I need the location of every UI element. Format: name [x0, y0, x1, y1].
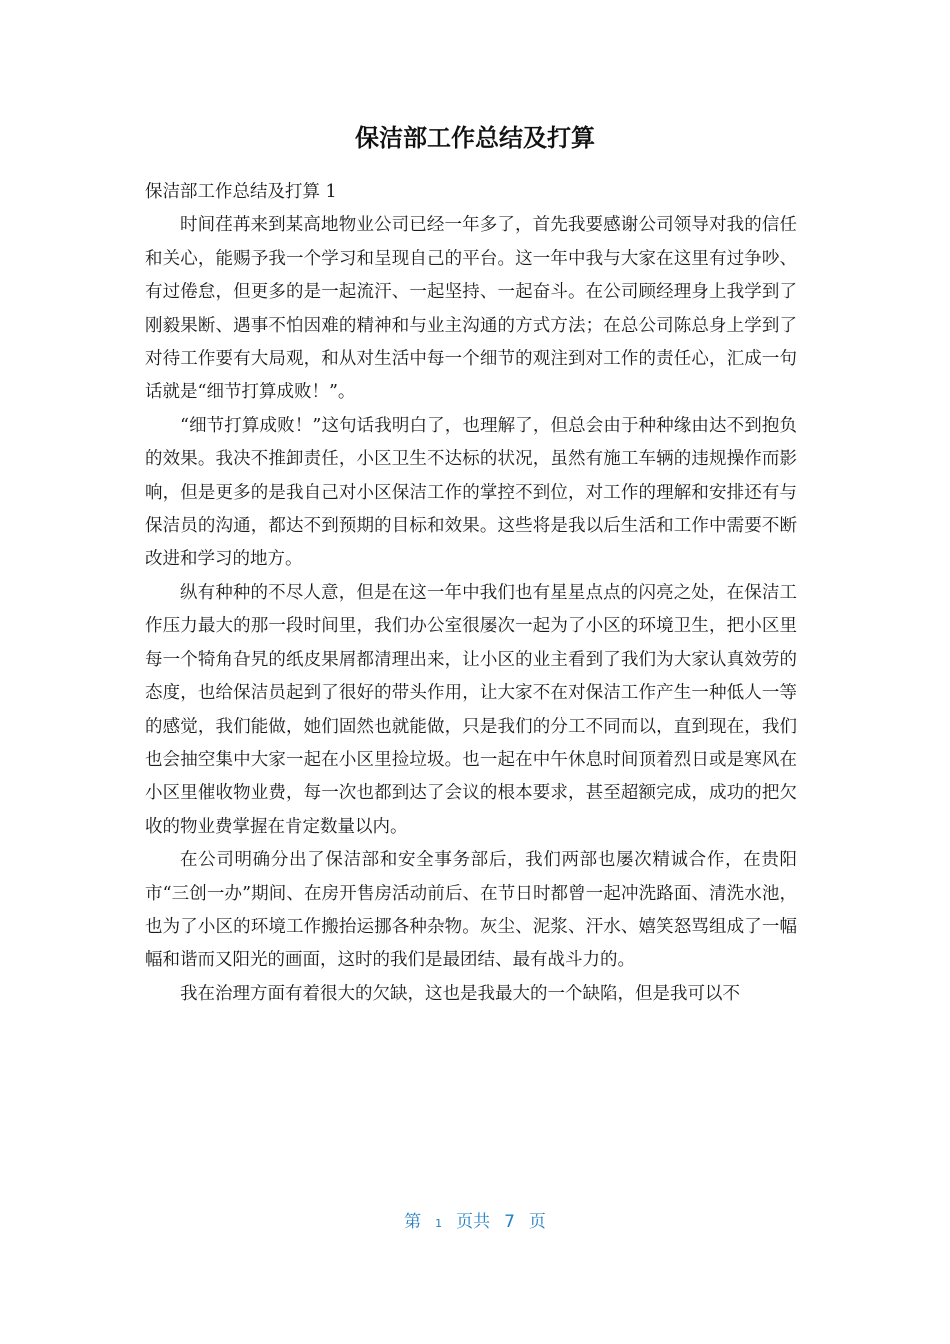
footer-current-page: 1 [435, 1217, 443, 1230]
footer-total-pages: 7 [504, 1212, 515, 1232]
footer-middle: 页共 [456, 1212, 491, 1232]
footer-suffix: 页 [528, 1212, 546, 1232]
paragraph-2: “细节打算成败！”这句话我明白了，也理解了，但总会由于种种缘由达不到抱负的效果。我决不推卸责任，小区卫生不达标的状况，虽然有施工车辆的违规操作而影响，但是更多的是我自己对小区保洁工作的掌控不到位，对工作的理解和安排还有与保洁员的沟通，都达不到预期的目标和效果。这些将是我以后生活和工作中需要不断改进和学习的地方。 [145, 415, 797, 570]
paragraph-4: 在公司明确分出了保洁部和安全事务部后，我们两部也屡次精诚合作，在贵阳市“三创一办”期间、在房开售房活动前后、在节日时都曾一起冲洗路面、清洗水池，也为了小区的环境工作搬抬运挪各种杂物。灰尘、泥浆、汗水、嬉笑怒骂组成了一幅幅和谐而又阳光的画面，这时的我们是最团结、最有战斗力的。 [145, 850, 797, 971]
footer-prefix: 第 [404, 1212, 422, 1232]
document-body [145, 176, 797, 1011]
paragraph-3: 纵有种种的不尽人意，但是在这一年中我们也有星星点点的闪亮之处，在保洁工作压力最大的那一段时间里，我们办公室很屡次一起为了小区的环境卫生，把小区里每一个犄角旮旯的纸皮果屑都清理出来，让小区的业主看到了我们为大家认真效劳的态度，也给保洁员起到了很好的带头作用，让大家不在对保洁工作产生一种低人一等的感觉，我们能做，她们固然也就能做，只是我们的分工不同而以，直到现在，我们也会抽空集中大家一起在小区里捡垃圾。也一起在中午休息时间顶着烈日或是寒风在小区里催收物业费，每一次也都到达了会议的根本要求，甚至超额完成，成功的把欠收的物业费掌握在肯定数量以内。 [145, 582, 797, 837]
page-footer [0, 1208, 950, 1238]
paragraph-5: 我在治理方面有着很大的欠缺，这也是我最大的一个缺陷，但是我可以不 [180, 983, 740, 1004]
section-subheading: 保洁部工作总结及打算 1 [145, 182, 337, 202]
document-title: 保洁部工作总结及打算 [355, 124, 595, 152]
paragraph-1: 时间荏苒来到某高地物业公司已经一年多了，首先我要感谢公司领导对我的信任和关心，能赐予我一个学习和呈现自己的平台。这一年中我与大家在这里有过争吵、有过倦怠，但更多的是一起流汗、一起坚持、一起奋斗。在公司顾经理身上我学到了刚毅果断、遇事不怕因难的精神和与业主沟通的方式方法；在总公司陈总身上学到了对待工作要有大局观，和从对生活中每一个细节的观注到对工作的责任心，汇成一句话就是“细节打算成败！”。 [145, 215, 797, 403]
